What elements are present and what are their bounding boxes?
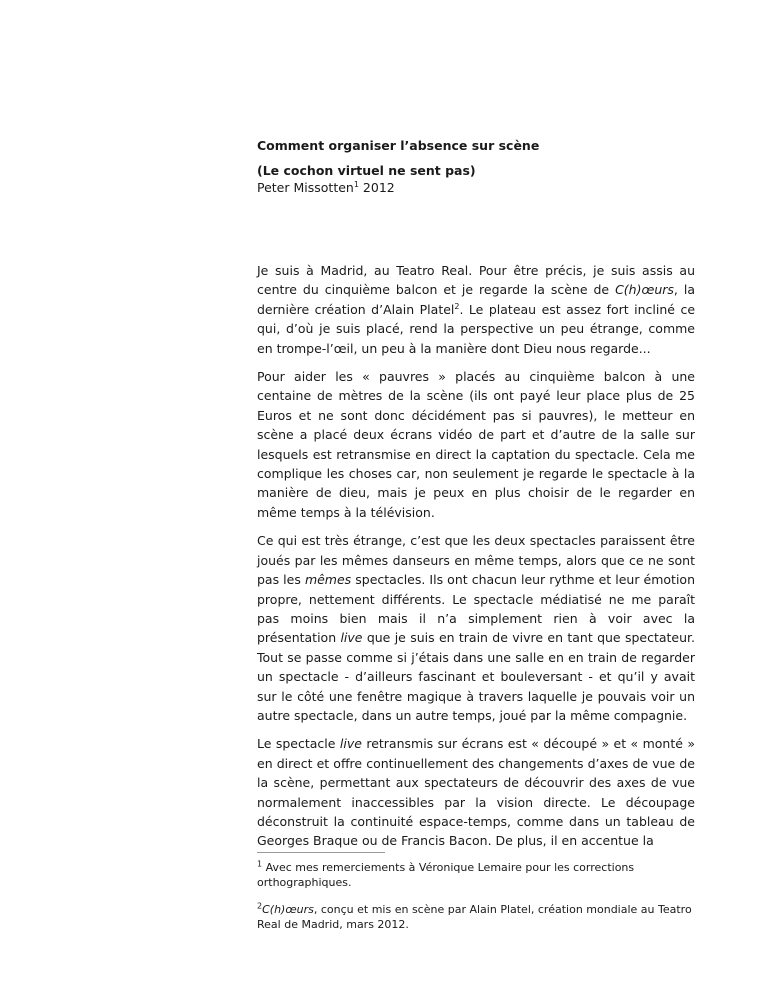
italic-word: live — [339, 736, 362, 752]
footnote-separator — [257, 852, 385, 853]
footnote-2 — [257, 902, 695, 932]
text-run: que je suis en train de vivre en tant que spectateur. Tout se passe comme si j’étais dans une salle en en train de regarder un spectacle - d’ailleurs fascinant et bouleversant - et qu’il y avait sur le côté une fenêtre magique à travers laquelle je pouvais voir un autre spectacle, dans un autre temps, joué par la même compagnie. — [257, 630, 695, 723]
italic-word: live — [340, 630, 363, 646]
text-run: Le spectacle — [257, 736, 340, 752]
author-line — [257, 179, 395, 197]
footnote-italic: C(h)œurs — [262, 903, 314, 916]
italic-word: mêmes — [304, 572, 352, 588]
body-text — [257, 261, 695, 860]
footnote-number: 1 — [257, 859, 263, 869]
italic-title: C(h)œurs — [615, 282, 674, 298]
author-name: Peter Missotten — [257, 180, 354, 195]
footnote-1 — [257, 860, 695, 890]
document-subtitle: (Le cochon virtuel ne sent pas) — [257, 163, 476, 178]
text-run: . Le plateau est assez fort incliné ce qui, d’où je suis placé, rend la perspective un peu étrange, comme en trompe-l’œil, un peu à la manière dont Dieu nous regarde... — [257, 301, 696, 356]
footnote-text: , conçu et mis en scène par Alain Platel, création mondiale au Teatro Real de Madrid, mars 2012. — [257, 903, 692, 931]
text-run: spectacles. Ils ont chacun leur rythme et leur émotion propre, nettement différents. Le spectacle médiatisé ne me paraît pas moins bien mais il n’a simplement rien à voir avec la présentation — [257, 572, 695, 646]
footnote-ref-1[interactable]: 1 — [353, 179, 359, 189]
paragraph-2: Pour aider les « pauvres » placés au cinquième balcon à une centaine de mètres de la scène (ils ont payé leur place plus de 25 Euros et ne sont donc décidément pas si pauvres), le metteur en scène a placé deux écrans vidéo de part et d’autre de la salle sur lesquels est retransmise en direct la captation du spectacle. Cela me complique les choses car, non seulement je regarde le spectacle à la manière de dieu, mais je peux en plus choisir de le regarder en même temps à la télévision. — [257, 369, 695, 520]
footnote-number: 2 — [257, 901, 263, 911]
text-run: retransmis sur écrans est « découpé » et « monté » en direct et offre continuellement des changements d’axes de vue de la scène, permettant aux spectateurs de découvrir des axes de vue normalement inaccessibles par la vision directe. Le découpage déconstruit la continuité espace-temps, comme dans un tableau de Georges Braque ou de Francis Bacon. De plus, il en accentue la — [257, 736, 695, 849]
paragraph-1 — [257, 261, 695, 358]
document-title: Comment organiser l’absence sur scène — [257, 138, 540, 153]
paragraph-3 — [257, 531, 695, 725]
text-run: , la dernière création d’Alain Platel — [257, 282, 695, 317]
paragraph-4 — [257, 734, 695, 850]
footnote-ref-2[interactable]: 2 — [454, 301, 460, 311]
text-run: Ce qui est très étrange, c’est que les deux spectacles paraissent être joués par les mêmes danseurs en même temps, alors que ce ne sont pas les — [257, 533, 695, 588]
publication-year: 2012 — [362, 180, 395, 195]
footnote-text: Avec mes remerciements à Véronique Lemaire pour les corrections orthographiques. — [257, 861, 635, 889]
text-run: Je suis à Madrid, au Teatro Real. Pour être précis, je suis assis au centre du cinquième balcon et je regarde la scène de — [257, 263, 695, 298]
